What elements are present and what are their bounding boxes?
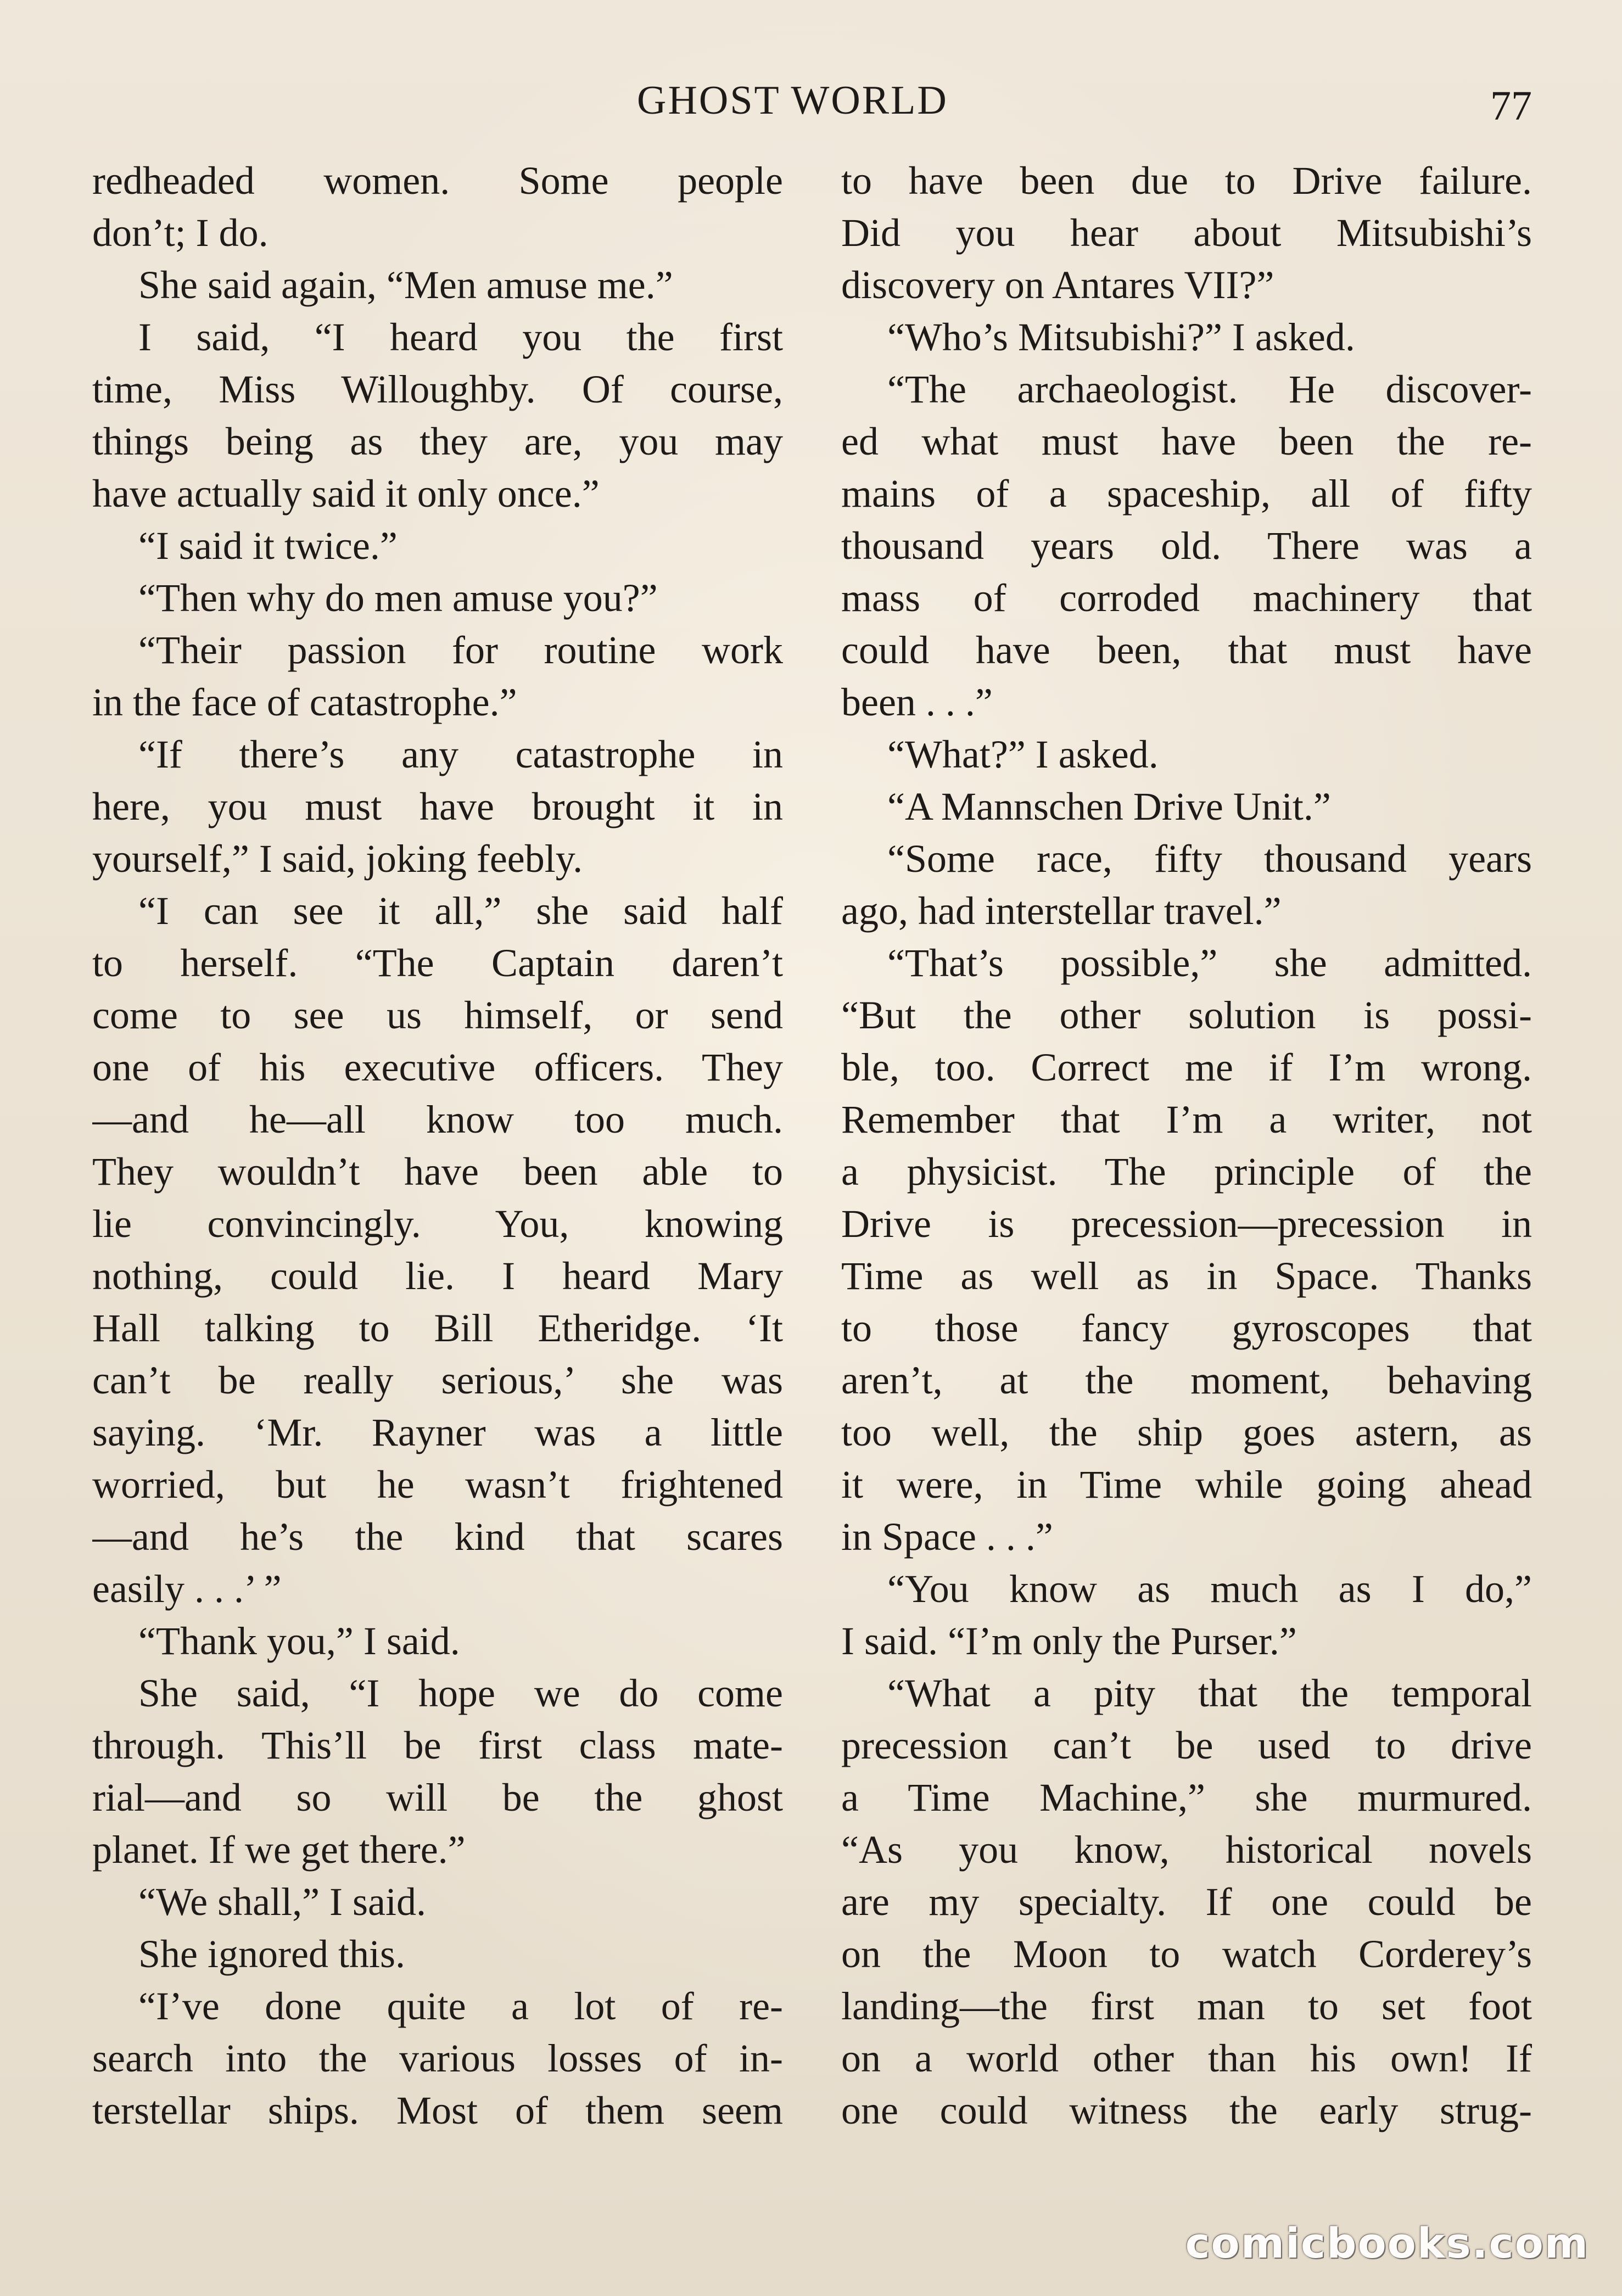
- text-line: mains of a spaceship, all of fifty: [841, 472, 1532, 516]
- text-line: She said, “I hope we do come: [138, 1671, 783, 1715]
- text-line: Remember that I’m a writer, not: [841, 1097, 1532, 1141]
- text-line: to those fancy gyroscopes that: [841, 1306, 1532, 1350]
- text-line: things being as they are, you may: [92, 419, 783, 463]
- text-line: mass of corroded machinery that: [841, 576, 1532, 620]
- text-line: nothing, could lie. I heard Mary: [92, 1254, 783, 1298]
- text-line: come to see us himself, or send: [92, 993, 783, 1037]
- text-line: They wouldn’t have been able to: [92, 1150, 783, 1194]
- text-line: “Their passion for routine work: [138, 628, 783, 672]
- text-line: time, Miss Willoughby. Of course,: [92, 367, 783, 411]
- text-line: She said again, “Men amuse me.”: [138, 263, 673, 307]
- page-number: 77: [1490, 83, 1532, 129]
- text-line: terstellar ships. Most of them seem: [92, 2088, 783, 2132]
- text-line: to herself. “The Captain daren’t: [92, 941, 783, 985]
- text-line: “The archaeologist. He discover-: [887, 367, 1532, 411]
- text-line: I said, “I heard you the first: [138, 315, 783, 359]
- text-line: easily . . .’ ”: [92, 1567, 282, 1611]
- text-line: “Some race, fifty thousand years: [887, 837, 1532, 881]
- text-line: aren’t, at the moment, behaving: [841, 1358, 1532, 1402]
- text-column-left: [92, 155, 783, 2137]
- text-line: Drive is precession—precession in: [841, 1202, 1532, 1246]
- text-line: “As you know, historical novels: [841, 1828, 1532, 1872]
- text-line: —and he’s the kind that scares: [92, 1515, 783, 1559]
- text-line: Hall talking to Bill Etheridge. ‘It: [92, 1306, 783, 1350]
- text-line: through. This’ll be first class mate-: [92, 1723, 783, 1767]
- text-line: “We shall,” I said.: [138, 1880, 427, 1924]
- text-line: on the Moon to watch Corderey’s: [841, 1932, 1532, 1976]
- text-line: been . . .”: [841, 680, 993, 724]
- text-line: are my specialty. If one could be: [841, 1880, 1532, 1924]
- text-line: rial—and so will be the ghost: [92, 1776, 783, 1819]
- text-line: one of his executive officers. They: [92, 1045, 783, 1089]
- text-line: saying. ‘Mr. Rayner was a little: [92, 1410, 783, 1454]
- text-line: too well, the ship goes astern, as: [841, 1410, 1532, 1454]
- text-line: a Time Machine,” she murmured.: [841, 1776, 1532, 1819]
- running-title: GHOST WORLD: [637, 78, 948, 123]
- text-line: thousand years old. There was a: [841, 524, 1532, 568]
- text-line: “What?” I asked.: [887, 732, 1159, 776]
- text-line: “Then why do men amuse you?”: [138, 576, 658, 620]
- text-line: ed what must have been the re-: [841, 419, 1532, 463]
- text-line: “I’ve done quite a lot of re-: [138, 1984, 783, 2028]
- text-line: I said. “I’m only the Purser.”: [841, 1619, 1297, 1663]
- text-line: Time as well as in Space. Thanks: [841, 1254, 1532, 1298]
- text-line: in Space . . .”: [841, 1515, 1053, 1559]
- text-line: “Who’s Mitsubishi?” I asked.: [887, 315, 1355, 359]
- text-line: search into the various losses of in-: [92, 2036, 783, 2080]
- text-line: “I can see it all,” she said half: [138, 889, 783, 933]
- text-line: on a world other than his own! If: [841, 2036, 1532, 2080]
- text-line: ago, had interstellar travel.”: [841, 889, 1282, 933]
- text-line: redheaded women. Some people: [92, 159, 783, 203]
- text-line: could have been, that must have: [841, 628, 1532, 672]
- text-line: discovery on Antares VII?”: [841, 263, 1274, 307]
- text-line: have actually said it only once.”: [92, 472, 600, 516]
- text-line: “Thank you,” I said.: [138, 1619, 460, 1663]
- text-line: “A Mannschen Drive Unit.”: [887, 785, 1331, 828]
- text-column-right: [841, 155, 1532, 2137]
- text-line: here, you must have brought it in: [92, 785, 783, 828]
- text-line: planet. If we get there.”: [92, 1828, 466, 1872]
- text-line: “If there’s any catastrophe in: [138, 732, 783, 776]
- text-line: Did you hear about Mitsubishi’s: [841, 211, 1532, 255]
- site-watermark: comicbooks.com: [1185, 2219, 1589, 2267]
- text-line: to have been due to Drive failure.: [841, 159, 1532, 203]
- text-line: precession can’t be used to drive: [841, 1723, 1532, 1767]
- text-line: “What a pity that the temporal: [887, 1671, 1532, 1715]
- text-line: can’t be really serious,’ she was: [92, 1358, 783, 1402]
- text-line: one could witness the early strug-: [841, 2088, 1532, 2132]
- text-line: don’t; I do.: [92, 211, 269, 255]
- text-line: —and he—all know too much.: [92, 1097, 783, 1141]
- text-line: “I said it twice.”: [138, 524, 398, 568]
- text-line: lie convincingly. You, knowing: [92, 1202, 783, 1246]
- text-line: “You know as much as I do,”: [887, 1567, 1532, 1611]
- text-line: landing—the first man to set foot: [841, 1984, 1532, 2028]
- text-line: in the face of catastrophe.”: [92, 680, 517, 724]
- text-line: “But the other solution is possi-: [841, 993, 1532, 1037]
- text-line: ble, too. Correct me if I’m wrong.: [841, 1045, 1532, 1089]
- text-line: a physicist. The principle of the: [841, 1150, 1532, 1194]
- text-line: She ignored this.: [138, 1932, 405, 1976]
- text-line: yourself,” I said, joking feebly.: [92, 837, 583, 881]
- text-line: worried, but he wasn’t frightened: [92, 1463, 783, 1507]
- text-line: it were, in Time while going ahead: [841, 1463, 1532, 1507]
- text-line: “That’s possible,” she admitted.: [887, 941, 1532, 985]
